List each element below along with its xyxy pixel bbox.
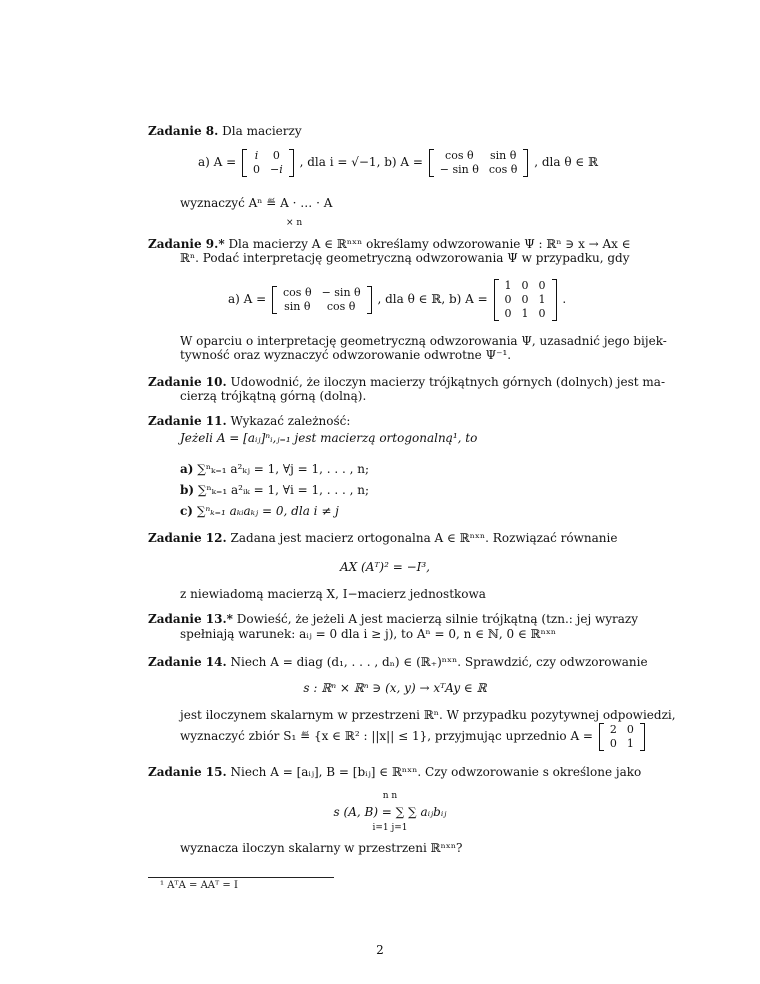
task-9-formulas xyxy=(228,273,566,325)
m9b-cell: 1 xyxy=(538,292,546,306)
task-11-item-a xyxy=(180,462,369,476)
m9b-cell: 1 xyxy=(521,306,529,320)
task-11-line1 xyxy=(148,414,350,428)
m9a-cell: cos θ xyxy=(326,299,356,313)
task-8-a-prefix: a) A = xyxy=(198,155,237,169)
footnote: ¹ AᵀA = AAᵀ = I xyxy=(160,880,238,891)
task-11-statement: Jeżeli A = [aᵢⱼ]ⁿᵢ,ⱼ₌₁ jest macierzą ortogonalną¹, to xyxy=(180,431,478,445)
task-9-text-2: ℝⁿ. Podać interpretację geometryczną odwzorowania Ψ w przypadku, gdy xyxy=(180,251,630,265)
task-10-heading: Zadanie 10. xyxy=(148,375,227,389)
m9a-cell: − sin θ xyxy=(321,285,361,299)
task-11-item-text: ∑ⁿₖ₌₁ a²ᵢₖ = 1, ∀i = 1, . . . , n; xyxy=(197,483,370,497)
task-14-map: s : ℝⁿ × ℝⁿ ∋ (x, y) → xᵀAy ∈ ℝ xyxy=(303,681,487,695)
m9b-cell: 0 xyxy=(504,292,512,306)
m8b-cell: cos θ xyxy=(445,148,474,162)
task-14-text-1: Niech A = diag (d₁, . . . , dₙ) ∈ (ℝ₊)ⁿˣⁿ. Sprawdzić, czy odwzorowanie xyxy=(230,655,648,669)
m8a-cell: i xyxy=(254,148,259,162)
task-14-text-2: jest iloczynem skalarnym w przestrzeni ℝⁿ. W przypadku pozytywnej odpowiedzi, xyxy=(180,708,676,722)
m9b-cell: 0 xyxy=(521,292,529,306)
task-14-text-3: wyznaczyć zbiór S₁ ≝ {x ∈ ℝ² : ||x|| ≤ 1}, przyjmując uprzednio A = xyxy=(180,729,593,743)
page-number: 2 xyxy=(376,943,384,957)
task-8-heading: Zadanie 8. xyxy=(148,124,219,138)
m8b-cell: − sin θ xyxy=(439,162,479,176)
m14-cell: 1 xyxy=(626,736,634,750)
task-10-text-2: cierzą trójkątną górną (dolną). xyxy=(180,389,367,403)
m9b-cell: 0 xyxy=(538,306,546,320)
task-15-text-2: wyznacza iloczyn skalarny w przestrzeni ℝⁿˣⁿ? xyxy=(180,841,463,855)
task-9-line1 xyxy=(148,237,631,251)
task-10-line1 xyxy=(148,375,665,389)
task-8-text: Dla macierzy xyxy=(222,124,302,138)
m9b-cell: 0 xyxy=(521,278,529,292)
matrix-8a xyxy=(242,149,294,177)
task-14-heading: Zadanie 14. xyxy=(148,655,227,669)
footnote-rule xyxy=(148,877,334,878)
task-15-sum-top: n n xyxy=(382,791,398,801)
m9a-cell: cos θ xyxy=(283,285,312,299)
task-15-sum xyxy=(300,788,480,836)
task-12-heading: Zadanie 12. xyxy=(148,531,227,545)
task-9-text-3: W oparciu o interpretację geometryczną odwzorowania Ψ, uzasadnić jego bijek- xyxy=(180,334,667,348)
task-12-equation: AX (Aᵀ)² = −I³, xyxy=(339,560,430,574)
task-15-formula: s (A, B) = ∑ ∑ aᵢⱼbᵢⱼ xyxy=(333,805,447,819)
task-11-item-label: c) xyxy=(180,504,193,518)
task-8-a-cond: , dla i = √−1, xyxy=(299,155,381,169)
task-9-text-4: tywność oraz wyznaczyć odwzorowanie odwrotne Ψ⁻¹. xyxy=(180,348,512,362)
task-9-b-suffix: . xyxy=(562,292,567,306)
task-9-heading: Zadanie 9.* xyxy=(148,237,225,251)
task-9-a-cond: , dla θ ∈ ℝ, xyxy=(377,292,446,306)
m14-cell: 2 xyxy=(609,722,617,736)
m9b-cell: 1 xyxy=(504,278,512,292)
task-15-text-1: Niech A = [aᵢⱼ], B = [bᵢⱼ] ∈ ℝⁿˣⁿ. Czy odwzorowanie s określone jako xyxy=(230,765,642,779)
task-9-b-prefix: b) A = xyxy=(448,292,488,306)
matrix-9b xyxy=(494,279,557,321)
task-8-define-text: wyznaczyć Aⁿ ≝ A · … · A xyxy=(180,196,333,210)
m14-cell: 0 xyxy=(609,736,617,750)
task-14-line1 xyxy=(148,655,648,669)
task-8-b-prefix: b) A = xyxy=(384,155,423,169)
m14-cell: 0 xyxy=(626,722,634,736)
m8a-cell: 0 xyxy=(253,162,261,176)
task-11-heading: Zadanie 11. xyxy=(148,414,227,428)
task-11-item-text: ∑ⁿₖ₌₁ a²ₖⱼ = 1, ∀j = 1, . . . , n; xyxy=(197,462,370,476)
task-8-formulas xyxy=(198,147,598,177)
task-12-line1 xyxy=(148,531,617,545)
matrix-8b xyxy=(429,149,529,177)
task-15-line1 xyxy=(148,765,641,779)
m8a-cell: −i xyxy=(270,162,283,176)
m9a-cell: sin θ xyxy=(284,299,311,313)
m8b-cell: sin θ xyxy=(489,148,517,162)
matrix-9a xyxy=(272,286,372,314)
task-11-item-b xyxy=(180,483,369,497)
task-10-text-1: Udowodnić, że iloczyn macierzy trójkątnych górnych (dolnych) jest ma- xyxy=(230,375,665,389)
task-11-item-label: a) xyxy=(180,462,194,476)
task-9-text-1: Dla macierzy A ∈ ℝⁿˣⁿ określamy odwzorowanie Ψ : ℝⁿ ∋ x → Ax ∈ xyxy=(228,237,631,251)
task-12-text-2: z niewiadomą macierzą X, I−macierz jednostkowa xyxy=(180,587,486,601)
task-14-line3 xyxy=(180,722,647,751)
task-13-line1 xyxy=(148,612,638,626)
task-15-heading: Zadanie 15. xyxy=(148,765,227,779)
m9b-cell: 0 xyxy=(538,278,546,292)
task-8 xyxy=(148,124,302,138)
task-11-text-1: Wykazać zależność: xyxy=(230,414,351,428)
task-13-heading: Zadanie 13.* xyxy=(148,612,233,626)
matrix-14 xyxy=(599,723,645,751)
task-8-b-cond: , dla θ ∈ ℝ xyxy=(534,155,599,169)
task-8-define xyxy=(180,196,332,210)
task-8-underbrace-label: × n xyxy=(286,218,303,228)
task-15-sum-bottom: i=1 j=1 xyxy=(372,823,408,833)
m9b-cell: 0 xyxy=(504,306,512,320)
task-11-item-text: ∑ⁿₖ₌₁ aₖᵢaₖⱼ = 0, dla i ≠ j xyxy=(196,504,339,518)
task-9-a-prefix: a) A = xyxy=(228,292,267,306)
task-12-text-1: Zadana jest macierz ortogonalna A ∈ ℝⁿˣⁿ. Rozwiązać równanie xyxy=(230,531,618,545)
task-13-text-2: spełniają warunek: aᵢⱼ = 0 dla i ≥ j), to Aⁿ = 0, n ∈ ℕ, 0 ∈ ℝⁿˣⁿ xyxy=(180,627,557,641)
m8a-cell: 0 xyxy=(272,148,280,162)
task-11-item-c xyxy=(180,504,339,518)
task-11-item-label: b) xyxy=(180,483,195,497)
m8b-cell: cos θ xyxy=(488,162,518,176)
task-13-text-1: Dowieść, że jeżeli A jest macierzą silnie trójkątną (tzn.: jej wyrazy xyxy=(236,612,639,626)
